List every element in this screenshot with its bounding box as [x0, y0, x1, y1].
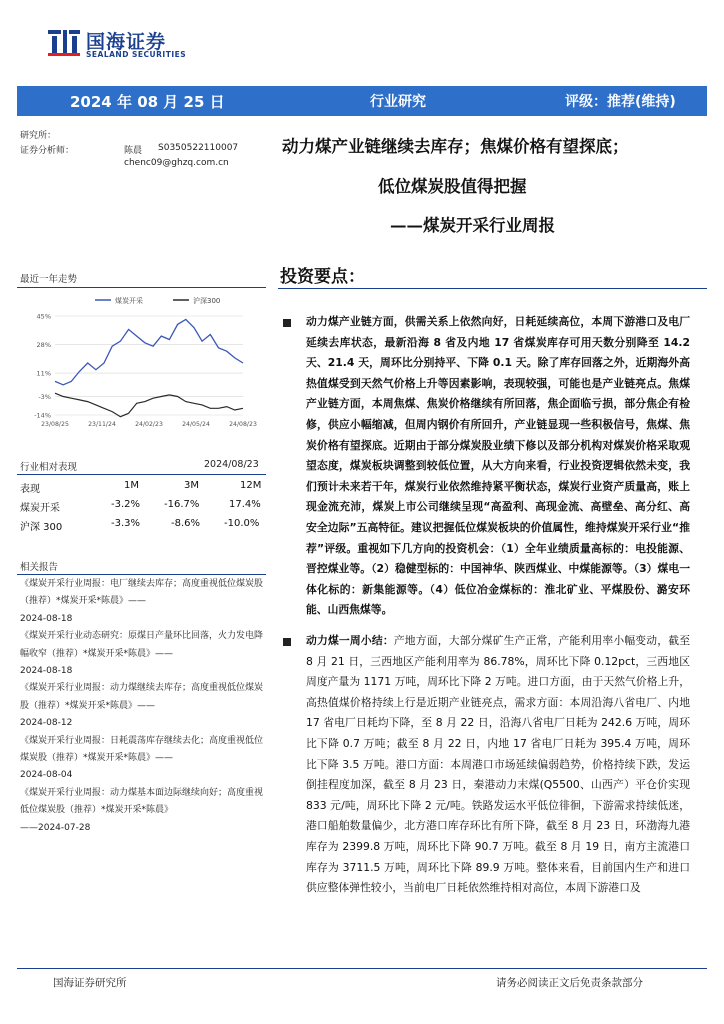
related-item-5[interactable]: 《煤炭开采行业周报：动力煤基本面边际继续向好；高度重视低位煤炭股（推荐）*煤炭开采*陈晨》 ——2024-07-28 — [20, 787, 264, 833]
perf-row-1-12m: 17.4% — [229, 499, 261, 510]
report-date: 2024 年 08 月 25 日 — [70, 93, 225, 111]
x-tick-label: 23/11/24 — [88, 421, 116, 428]
perf-col-1: 1M — [124, 480, 139, 491]
perf-rule — [17, 474, 266, 475]
related-item-2[interactable]: 《煤炭开采行业动态研究：原煤日产量环比回落，火力发电降幅收窄（推荐）*煤炭开采*陈晨》—— 2024-08-18 — [20, 631, 264, 677]
perf-row-1-name: 煤炭开采 — [20, 503, 60, 514]
x-tick-label: 24/05/24 — [182, 421, 210, 428]
research-label: 研究所： — [20, 131, 57, 141]
section-heading: 投资要点： — [280, 267, 365, 287]
series-line-coal — [55, 319, 243, 384]
x-tick-label: 23/08/25 — [41, 421, 69, 428]
related-item-4[interactable]: 《煤炭开采行业周报：日耗震荡库存继续去化；高度重视低位煤炭股（推荐）*煤炭开采*陈晨》—— 2024-08-04 — [20, 735, 264, 781]
report-type: 行业研究 — [370, 94, 426, 110]
y-tick-label: 11% — [36, 369, 51, 378]
paragraph-1: 动力煤产业链方面，供需关系上依然向好，日耗延续高位，本周下游港口及电厂延续去库状态，最新沿海 8 省及内地 17 省煤炭库存可用天数分别降至 14.2 天、21.4 天，周环比分别持平、下降 0.1 天。除了库存回落之外，近期海外高热值煤受到天然气价格上升等因素影响，表现较强，可能也是产业链亮点。焦煤产业链方面，本周焦煤、焦炭价格继续有所回落，焦企面临亏损，部分焦企有检修，供应小幅缩减，但周内钢价有所回升，产业链显现一些积极信号，焦煤、焦炭价格有望探底。近期由于部分煤炭股业绩下修以及部分机构对煤炭价格采取观望态度，煤炭板块调整到较低位置，从大方向来看，行业投资逻辑依然未变，我们预计未来若干年，煤炭行业依然维持紧平衡状态，煤炭行业资产质量高，账上现金流充沛，煤炭上市公司继续呈现“高盈利、高现金流、高壁垒、高分红、高安全边际”五高特征。建议把握低位煤炭板块的价值属性，维持煤炭开采行业“推荐”评级。重视如下几方向的投资机会：（1）全年业绩质量高标的：电投能源、晋控煤业等。（2）稳健型标的：中国神华、陕西煤业、中煤能源等。（3）煤电一体化标的：新集能源等。（4）低位冶金煤标的：淮北矿业、平煤股份、潞安环能、山西焦煤等。 — [306, 315, 690, 617]
brand-name-en: SEALAND SECURITIES — [86, 50, 187, 59]
footer-left: 国海证券研究所 — [53, 977, 127, 989]
paragraph-1-box — [306, 312, 690, 634]
brand-name-cn: 国海证券 — [86, 31, 167, 53]
analyst-license: S0350522110007 — [158, 143, 239, 153]
legend-coal: 煤炭开采 — [115, 297, 143, 305]
sealand-logo-icon — [48, 27, 80, 59]
related-heading: 相关报告 — [20, 562, 59, 573]
analyst-email[interactable]: chenc09@ghzq.com.cn — [124, 158, 229, 168]
perf-row-2-1m: -3.3% — [111, 518, 141, 529]
paragraph-2-box — [306, 631, 690, 941]
footer-rule — [17, 968, 707, 969]
perf-col-0: 表现 — [20, 484, 40, 495]
y-tick-label: -3% — [38, 393, 51, 402]
perf-row-1-3m: -16.7% — [164, 499, 200, 510]
perf-col-2: 3M — [184, 480, 199, 491]
related-list — [20, 576, 266, 837]
legend-hs300: 沪深300 — [193, 297, 221, 305]
y-tick-label: 45% — [36, 312, 51, 321]
perf-row-1-1m: -3.2% — [111, 499, 141, 510]
x-tick-label: 24/02/23 — [135, 421, 163, 428]
analyst-name: 陈晨 — [124, 146, 143, 156]
section-rule — [278, 288, 707, 289]
perf-heading: 行业相对表现 — [20, 462, 78, 473]
perf-row-2-name: 沪深 300 — [20, 522, 63, 533]
trend-chart — [17, 290, 266, 440]
analyst-label: 证券分析师： — [20, 146, 75, 156]
perf-row-2-3m: -8.6% — [171, 518, 201, 529]
y-tick-label: 28% — [36, 341, 51, 350]
x-tick-label: 24/08/23 — [229, 421, 257, 428]
perf-date: 2024/08/23 — [204, 459, 259, 470]
related-rule — [17, 574, 266, 575]
related-item-1[interactable]: 《煤炭开采行业周报：电厂继续去库存；高度重视低位煤炭股（推荐）*煤炭开采*陈晨》—— 2024-08-18 — [20, 579, 264, 624]
bullet-2-icon — [283, 638, 291, 646]
related-item-3[interactable]: 《煤炭开采行业周报：动力煤继续去库存；高度重视低位煤炭股（推荐）*煤炭开采*陈晨》—— 2024-08-12 — [20, 683, 264, 729]
y-tick-label: -14% — [34, 411, 51, 420]
perf-col-3: 12M — [240, 480, 262, 491]
title-line-1: 动力煤产业链继续去库存；焦煤价格有望探底； — [282, 137, 629, 156]
trend-heading: 最近一年走势 — [20, 274, 78, 285]
trend-rule — [17, 287, 266, 288]
footer-right: 请务必阅读正文后免责条款部分 — [496, 977, 643, 989]
title-subtitle: ——煤炭开采行业周报 — [390, 216, 555, 235]
paragraph-2 — [306, 631, 690, 899]
bullet-1-icon — [283, 319, 291, 327]
rating: 评级：推荐(维持) — [565, 94, 676, 110]
paragraph-2-text: 产地方面，大部分煤矿生产正常，产能利用率小幅变动，截至 8 月 21 日，三西地区产能利用率为 86.78%，周环比下降 0.12pct，三西地区周度产量为 1171 万吨，周环比下降 2 万吨。进口方面，由于天然气价格上升，高热值煤价格持续上行是近期产业链亮点，需求方面：本周沿海八省电厂、内地 17 省电厂日耗均下降，至 8 月 22 日，沿海八省电厂日耗为 242.6 万吨，周环比下降 0.7 万吨；截至 8 月 22 日，内地 17 省电厂日耗为 395.4 万吨，周环比下降 3.5 万吨。港口方面：本周港口市场延续偏弱趋势，价格持续下跌，发运倒挂程度加深，截至 8 月 23 日，秦港动力末煤(Q5500、山西产）平仓价实现 833 元/吨，周环比下降 2 元/吨。铁路发运水平低位徘徊，下游需求持续低迷，港口船舶数量偏少，北方港口库存环比有所下降，截至 8 月 23 日，环渤海九港库存为 2399.8 万吨，周环比下降 90.7 万吨。截至 8 月 19 日，南方主流港口库存为 3711.5 万吨，周环比下降 89.9 万吨。整体来看，目前国内生产和进口供应整体弹性较小，当前电厂日耗依然维持相对高位，本周下游港口及 — [306, 634, 690, 895]
perf-row-2-12m: -10.0% — [224, 518, 260, 529]
paragraph-2-head: 动力煤一周小结： — [306, 634, 394, 647]
title-line-2: 低位煤炭股值得把握 — [378, 177, 527, 196]
